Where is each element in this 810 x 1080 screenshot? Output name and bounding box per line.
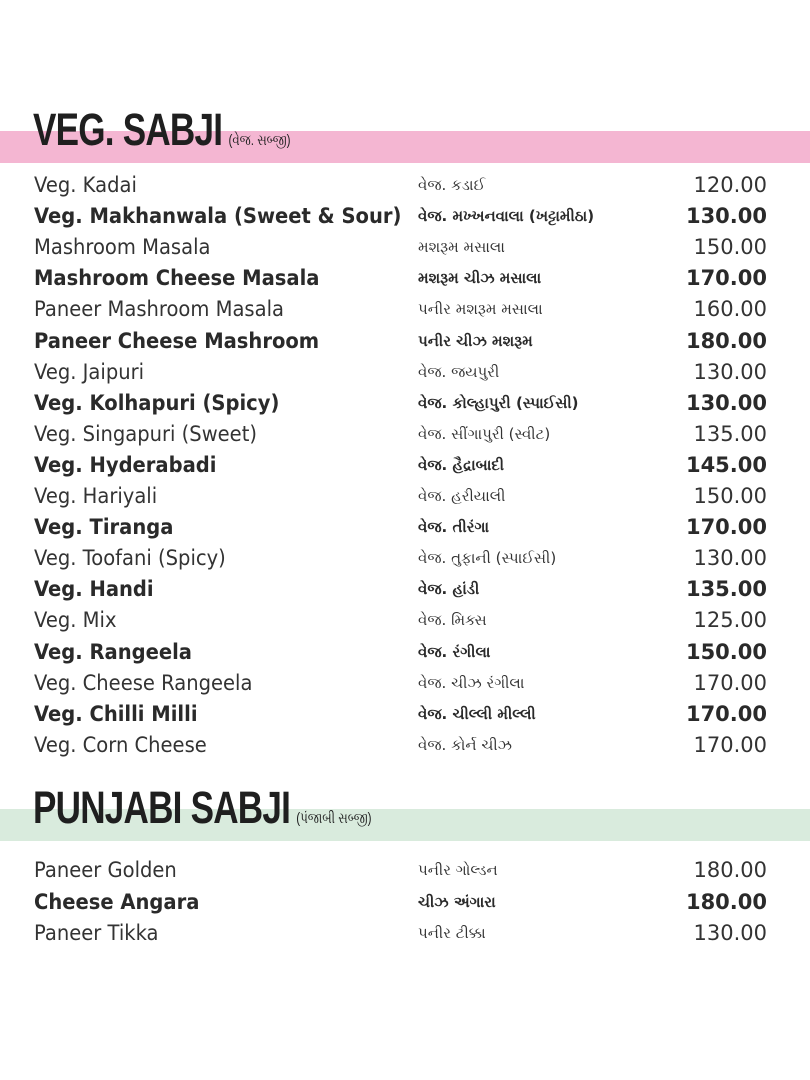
item-price: 170.00 (685, 515, 767, 540)
item-name-gujarati: મશરૂમ મસાલા (418, 238, 505, 257)
item-price: 135.00 (685, 577, 767, 602)
menu-item-row (0, 512, 810, 543)
item-price: 130.00 (693, 921, 767, 945)
item-price: 130.00 (693, 546, 767, 571)
item-name-gujarati: વેજ. હરીયાલી (418, 487, 506, 505)
menu-item-row (0, 201, 810, 232)
item-price: 170.00 (685, 701, 767, 726)
item-name-gujarati: વેજ. તીરંગા (418, 518, 490, 537)
item-name: Veg. Rangeela (34, 639, 192, 664)
veg-sabji-title (33, 104, 290, 156)
item-price: 125.00 (693, 608, 767, 633)
item-name: Veg. Corn Cheese (34, 732, 207, 757)
item-price: 170.00 (693, 732, 767, 757)
item-name: Veg. Handi (34, 577, 154, 602)
item-name-gujarati: પનીર ટીક્કા (418, 924, 486, 942)
section-title-text: PUNJABI SABJI (33, 782, 291, 833)
item-name-gujarati: વેજ. કોર્ન ચીઝ (418, 735, 512, 754)
item-name: Veg. Kolhapuri (Spicy) (34, 390, 280, 415)
item-name: Cheese Angara (34, 889, 200, 914)
item-name: Paneer Cheese Mashroom (34, 328, 320, 353)
menu-item-row (0, 699, 810, 730)
item-price: 170.00 (685, 266, 767, 291)
menu-item-row (0, 232, 810, 263)
item-price: 180.00 (685, 328, 767, 353)
item-name: Veg. Kadai (34, 173, 137, 197)
menu-item-row (0, 481, 810, 512)
item-price: 130.00 (685, 390, 767, 415)
item-name-gujarati: ચીઝ અંગારા (418, 892, 496, 911)
item-name: Paneer Mashroom Masala (34, 297, 284, 322)
menu-item-row (0, 419, 810, 450)
item-name-gujarati: વેજ. સીંગાપુરી (સ્વીટ) (418, 424, 551, 443)
menu-item-row (0, 918, 810, 949)
item-name: Paneer Tikka (34, 921, 159, 945)
item-price: 150.00 (693, 484, 767, 508)
item-name-gujarati: વેજ. કોલ્હાપુરી (સ્પાઈસી) (418, 393, 579, 412)
item-name-gujarati: પનીર ચીઝ મશરૂમ (418, 331, 533, 350)
item-name-gujarati: પનીર ગોલ્ડન (418, 861, 498, 879)
menu-item-row (0, 294, 810, 325)
section-subtitle: (પંજાબી સબ્જી) (296, 810, 372, 827)
item-name-gujarati: વેજ. કડાઈ (418, 176, 486, 194)
item-price: 150.00 (693, 235, 767, 260)
item-price: 120.00 (693, 173, 767, 197)
item-name: Paneer Golden (34, 858, 177, 882)
menu-item-row (0, 326, 810, 357)
item-name: Veg. Jaipuri (34, 359, 145, 384)
menu-item-row (0, 170, 810, 201)
item-name: Veg. Hariyali (34, 484, 158, 508)
item-price: 130.00 (693, 359, 767, 384)
menu-item-row (0, 388, 810, 419)
item-price: 170.00 (693, 670, 767, 695)
item-price: 180.00 (685, 889, 767, 914)
menu-item-row (0, 450, 810, 481)
item-name-gujarati: વેજ. ચીઝ રંગીલા (418, 673, 525, 692)
item-name: Veg. Toofani (Spicy) (34, 546, 226, 571)
item-price: 135.00 (693, 421, 767, 446)
item-name-gujarati: વેજ. જયપુરી (418, 362, 500, 381)
menu-item-row (0, 357, 810, 388)
item-name: Veg. Chilli Milli (34, 701, 198, 726)
menu-item-row (0, 887, 810, 918)
section-title-text: VEG. SABJI (33, 104, 223, 155)
section-subtitle: (વેજ. સબ્જી) (228, 132, 291, 149)
item-name: Veg. Singapuri (Sweet) (34, 421, 257, 446)
item-name-gujarati: વેજ. તુફાની (સ્પાઈસી) (418, 549, 557, 568)
item-price: 130.00 (685, 204, 767, 229)
item-name-gujarati: મશરૂમ ચીઝ મસાલા (418, 269, 542, 288)
punjabi-sabji-title (33, 782, 372, 834)
item-price: 145.00 (685, 452, 767, 477)
item-price: 180.00 (693, 858, 767, 882)
item-name: Veg. Hyderabadi (34, 452, 217, 477)
menu-item-row (0, 668, 810, 699)
item-name-gujarati: વેજ. રંગીલા (418, 642, 491, 661)
item-name: Mashroom Cheese Masala (34, 266, 320, 291)
menu-item-row (0, 543, 810, 574)
item-name: Veg. Mix (34, 608, 117, 633)
item-name-gujarati: વેજ. ચીલ્લી મીલ્લી (418, 704, 536, 723)
item-name-gujarati: પનીર મશરૂમ મસાલા (418, 300, 543, 319)
item-name-gujarati: વેજ. મખ્ખનવાલા (ખટ્ટામીઠા) (418, 207, 595, 226)
item-name: Veg. Tiranga (34, 515, 174, 540)
menu-item-row (0, 637, 810, 668)
item-name-gujarati: વેજ. હૈદ્રાબાદી (418, 455, 505, 474)
item-name-gujarati: વેજ. મિક્સ (418, 611, 487, 630)
menu-item-row (0, 730, 810, 761)
menu-item-row (0, 574, 810, 605)
item-name: Veg. Makhanwala (Sweet & Sour) (34, 204, 402, 229)
menu-item-row (0, 855, 810, 886)
menu-item-row (0, 263, 810, 294)
item-price: 160.00 (693, 297, 767, 322)
item-name-gujarati: વેજ. હાંડી (418, 580, 480, 599)
menu-item-row (0, 605, 810, 636)
item-name: Mashroom Masala (34, 235, 211, 260)
item-price: 150.00 (685, 639, 767, 664)
item-name: Veg. Cheese Rangeela (34, 670, 253, 695)
